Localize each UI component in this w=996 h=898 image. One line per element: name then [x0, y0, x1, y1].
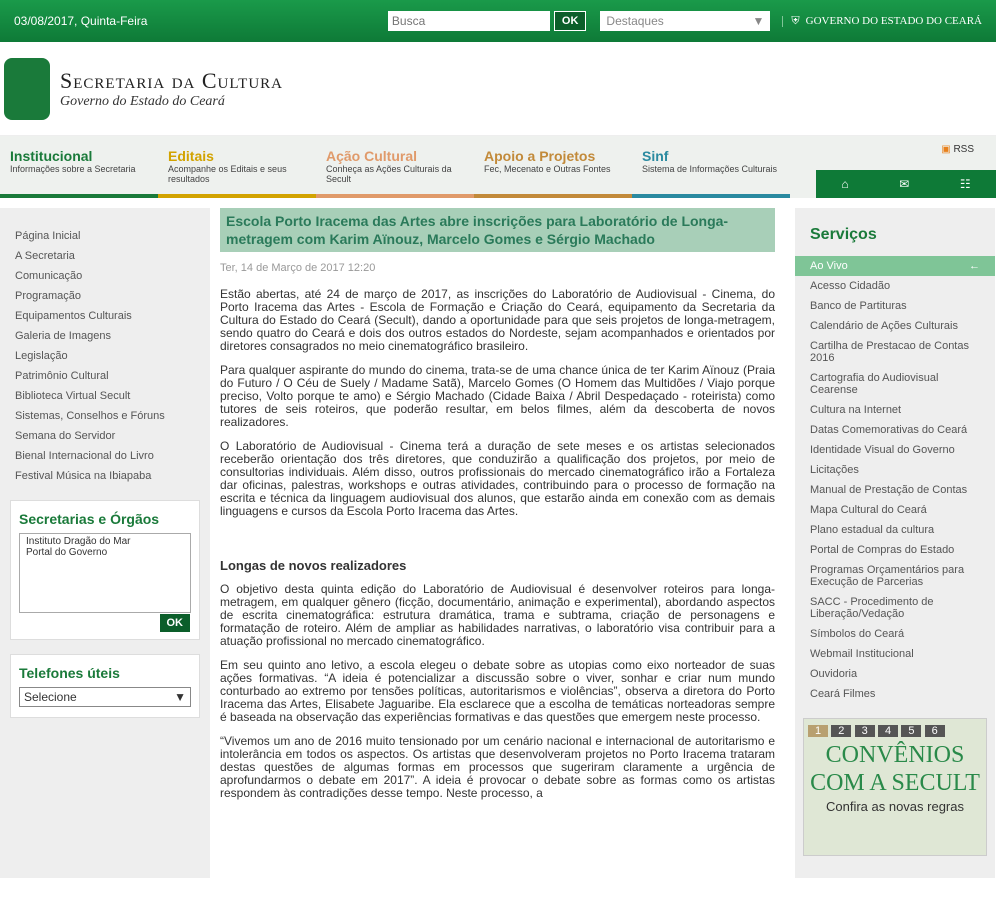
banner-page[interactable]: 5 [901, 725, 921, 737]
menu-item[interactable]: Patrimônio Cultural [15, 370, 109, 382]
main-nav [0, 136, 996, 198]
service-ao-vivo[interactable]: Ao Vivo ← [795, 256, 995, 276]
service-item[interactable]: Mapa Cultural do Ceará [810, 504, 927, 516]
secretarias-list[interactable]: Instituto Dragão do Mar Portal do Governo [19, 533, 191, 613]
site-header [0, 42, 996, 136]
article: Escola Porto Iracema das Artes abre inscrições para Laboratório de Longa-metragem com Karim Aïnouz, Marcelo Gomes e Sérgio Machado Ter, 14 de Março de 2017 12:20 Estão abertas, até 24 de março de 2017, as inscrições do Laboratório de Audiovisual - Cinema, do Porto Iracema das Artes - Escola de Formação e Criação do Ceará, equipamento da Secretaria da Cultura do Estado do Ceará (Secult), dando a oportunidade para que seis projetos de longa-metragem, sendo quatro do Ceará e dois dos outros estados do Nordeste, sejam acompanhados e orientados por diretores consagrados no meio cinematográfico brasileiro. Para qualquer aspirante do mundo do cinema, trata-se de uma chance única de ter Karim Aïnouz (Praia do Futuro / O Céu de Suely / Madame Satã), Marcelo Gomes (O Homem das Multidões / Viajo porque preciso, Volto porque te amo) e Sérgio Machado (Cidade Baixa / Abril Despedaçado - roteirista) como tutores de seis roteiros, que poderão resultar, em belos filmes, além da descoberta de novos realizadores. O Laboratório de Audiovisual - Cinema terá a duração de sete meses e os artistas selecionados receberão orientação dos três diretores, que conduzirão a qualificação dos projetos, por meio de consultorias individuais. Além disso, outros profissionais do mercado cinematográfico irão a Fortaleza dar oficinas, palestras, workshops e outras atividades, contribuindo para o processo de formação na escrita e técnica da linguagem audiovisual dos alunos, que estarão ainda em conexão com as demais linguagens e cursos da Escola Porto Iracema das Artes. Longas de novos realizadores O objetivo desta quinta edição do Laboratório de Audiovisual é desenvolver roteiros para longa-metragem, em qualquer gênero (ficção, documentário, animação e experimental), abordando aspectos de escrita cinematográfica: estrutura dramática, trama e subtrama, criação de personagens e formatação de roteiro. Além de ampliar as habilidades narrativas, o laboratório visa contribuir para a atuação profissional no mercado cinematográfico. Em seu quinto ano letivo, a escola elegeu o debate sobre as utopias como eixo norteador de suas ações formativas. “A ideia é potencializar a discussão sobre o viver, sonhar e criar num mundo conturbado ao extremo por tensões políticas, autoritarismos e violências”, observa a diretora do Porto Iracema das Artes, Elisabete Jaguaribe. Ela esclarece que a escolha de temáticas norteadoras sempre é baseada na observação das experiências formativas e das questões que emergem neste processo. “Vivemos um ano de 2016 muito tensionado por um cenário nacional e internacional de autoritarismo e intolerância em todos os aspectos. Os artistas que desenvolveram projetos no Porto Iracema trataram destas questões de algumas formas em processos que sugeriram claramente a urgência de aprofundarmos o debate em 2017”. A ideia é provocar o debate sobre as formas como os artistas respondem às contradições desse tempo. Neste processo, a [220, 208, 785, 878]
menu-item[interactable]: Sistemas, Conselhos e Fóruns [15, 410, 165, 422]
service-item[interactable]: Datas Comemorativas do Ceará [810, 424, 968, 436]
menu-item[interactable]: Legislação [15, 350, 68, 362]
nav-apoio-projetos[interactable]: Apoio a Projetos Fec, Mecenato e Outras Fontes [474, 136, 632, 198]
services-sidebar: Serviços Ao Vivo ← Acesso Cidadão Banco de Partituras Calendário de Ações Culturais Cartilha de Prestacao de Contas 2016 Cartografia do Audiovisual Cearense Cultura na Internet Datas Comemorativas do Ceará Identidade Visual do Governo Licitações Manual de Prestação de Contas Mapa Cultural do Ceará Plano estadual da cultura Portal de Compras do Estado Programas Orçamentários para Execução de Parcerias SACC - Procedimento de Liberação/Vedação Símbolos do Ceará Webmail Institucional Ouvidoria Ceará Filmes 1 2 3 4 5 6 CONVÊNIOS COM A SECULT Confira as novas regras [795, 208, 995, 878]
site-title[interactable]: Secretaria da Cultura [60, 67, 283, 93]
service-item[interactable]: SACC - Procedimento de Liberação/Vedação [810, 596, 934, 620]
nav-institucional[interactable]: Institucional Informações sobre a Secretaria [0, 136, 158, 198]
menu-item[interactable]: Galeria de Imagens [15, 330, 111, 342]
secretarias-box: Secretarias e Órgãos Instituto Dragão do Mar Portal do Governo OK [10, 500, 200, 640]
service-item[interactable]: Calendário de Ações Culturais [810, 320, 958, 332]
service-item[interactable]: Ouvidoria [810, 668, 858, 680]
service-item[interactable]: Manual de Prestação de Contas [810, 484, 968, 496]
service-item[interactable]: Cartilha de Prestacao de Contas 2016 [810, 340, 969, 364]
banner-page[interactable]: 1 [808, 725, 828, 737]
nav-editais[interactable]: Editais Acompanhe os Editais e seus resultados [158, 136, 316, 198]
secretarias-ok-button[interactable]: OK [159, 613, 192, 633]
service-item[interactable]: Símbolos do Ceará [810, 628, 905, 640]
sitemap-icon[interactable]: ☷ [959, 177, 971, 191]
banner-page[interactable]: 2 [831, 725, 851, 737]
banner-page[interactable]: 4 [878, 725, 898, 737]
menu-item[interactable]: Comunicação [15, 270, 83, 282]
service-item[interactable]: Identidade Visual do Governo [810, 444, 955, 456]
article-date: Ter, 14 de Março de 2017 12:20 [220, 262, 376, 274]
menu-item[interactable]: Página Inicial [15, 230, 81, 242]
site-subtitle: Governo do Estado do Ceará [60, 93, 225, 109]
menu-item[interactable]: Festival Música na Ibiapaba [15, 470, 152, 482]
gov-logo[interactable]: ⛨ GOVERNO DO ESTADO DO CEARÁ [782, 16, 982, 27]
current-date: 03/08/2017, Quinta-Feira [14, 14, 148, 28]
service-item[interactable]: Programas Orçamentários para Execução de Parcerias [810, 564, 965, 588]
nav-acao-cultural[interactable]: Ação Cultural Conheça as Ações Culturais da Secult [316, 136, 474, 198]
rss-icon: ▣ [941, 144, 951, 155]
convenios-banner[interactable]: 1 2 3 4 5 6 CONVÊNIOS COM A SECULT Confira as novas regras [803, 718, 987, 856]
service-item[interactable]: Banco de Partituras [810, 300, 907, 312]
mail-icon[interactable]: ✉ [899, 177, 910, 191]
menu-item[interactable]: Semana do Servidor [15, 430, 116, 442]
article-title: Escola Porto Iracema das Artes abre inscrições para Laboratório de Longa-metragem com Karim Aïnouz, Marcelo Gomes e Sérgio Machado [220, 208, 775, 252]
service-item[interactable]: Cartografia do Audiovisual Cearense [810, 372, 939, 396]
banner-page[interactable]: 6 [925, 725, 945, 737]
telefones-select[interactable]: Selecione ▼ [19, 687, 191, 707]
left-sidebar [0, 208, 210, 878]
menu-item[interactable]: A Secretaria [15, 250, 75, 262]
service-item[interactable]: Licitações [810, 464, 859, 476]
chevron-down-icon: ▼ [752, 14, 765, 28]
banner-page[interactable]: 3 [855, 725, 875, 737]
service-item[interactable]: Portal de Compras do Estado [810, 544, 955, 556]
service-item[interactable]: Acesso Cidadão [810, 280, 891, 292]
search-ok-button[interactable]: OK [554, 11, 587, 31]
service-item[interactable]: Plano estadual da cultura [810, 524, 935, 536]
menu-item[interactable]: Bienal Internacional do Livro [15, 450, 154, 462]
menu-item[interactable]: Biblioteca Virtual Secult [15, 390, 131, 402]
telefones-box: Telefones úteis Selecione ▼ [10, 654, 200, 718]
nav-sinf[interactable]: Sinf Sistema de Informações Culturais [632, 136, 790, 198]
search-input[interactable] [388, 11, 550, 31]
coat-of-arms-icon[interactable] [4, 58, 50, 120]
rss-link[interactable]: ▣ RSS [941, 144, 974, 155]
crest-icon: ⛨ [791, 14, 800, 27]
menu-item[interactable]: Programação [15, 290, 82, 302]
menu-item[interactable]: Equipamentos Culturais [15, 310, 132, 322]
service-item[interactable]: Ceará Filmes [810, 688, 876, 700]
service-item[interactable]: Cultura na Internet [810, 404, 902, 416]
home-icon[interactable]: ⌂ [841, 177, 849, 191]
highlights-select[interactable]: Destaques ▼ [600, 11, 770, 31]
top-bar [0, 0, 996, 42]
service-item[interactable]: Webmail Institucional [810, 648, 914, 660]
